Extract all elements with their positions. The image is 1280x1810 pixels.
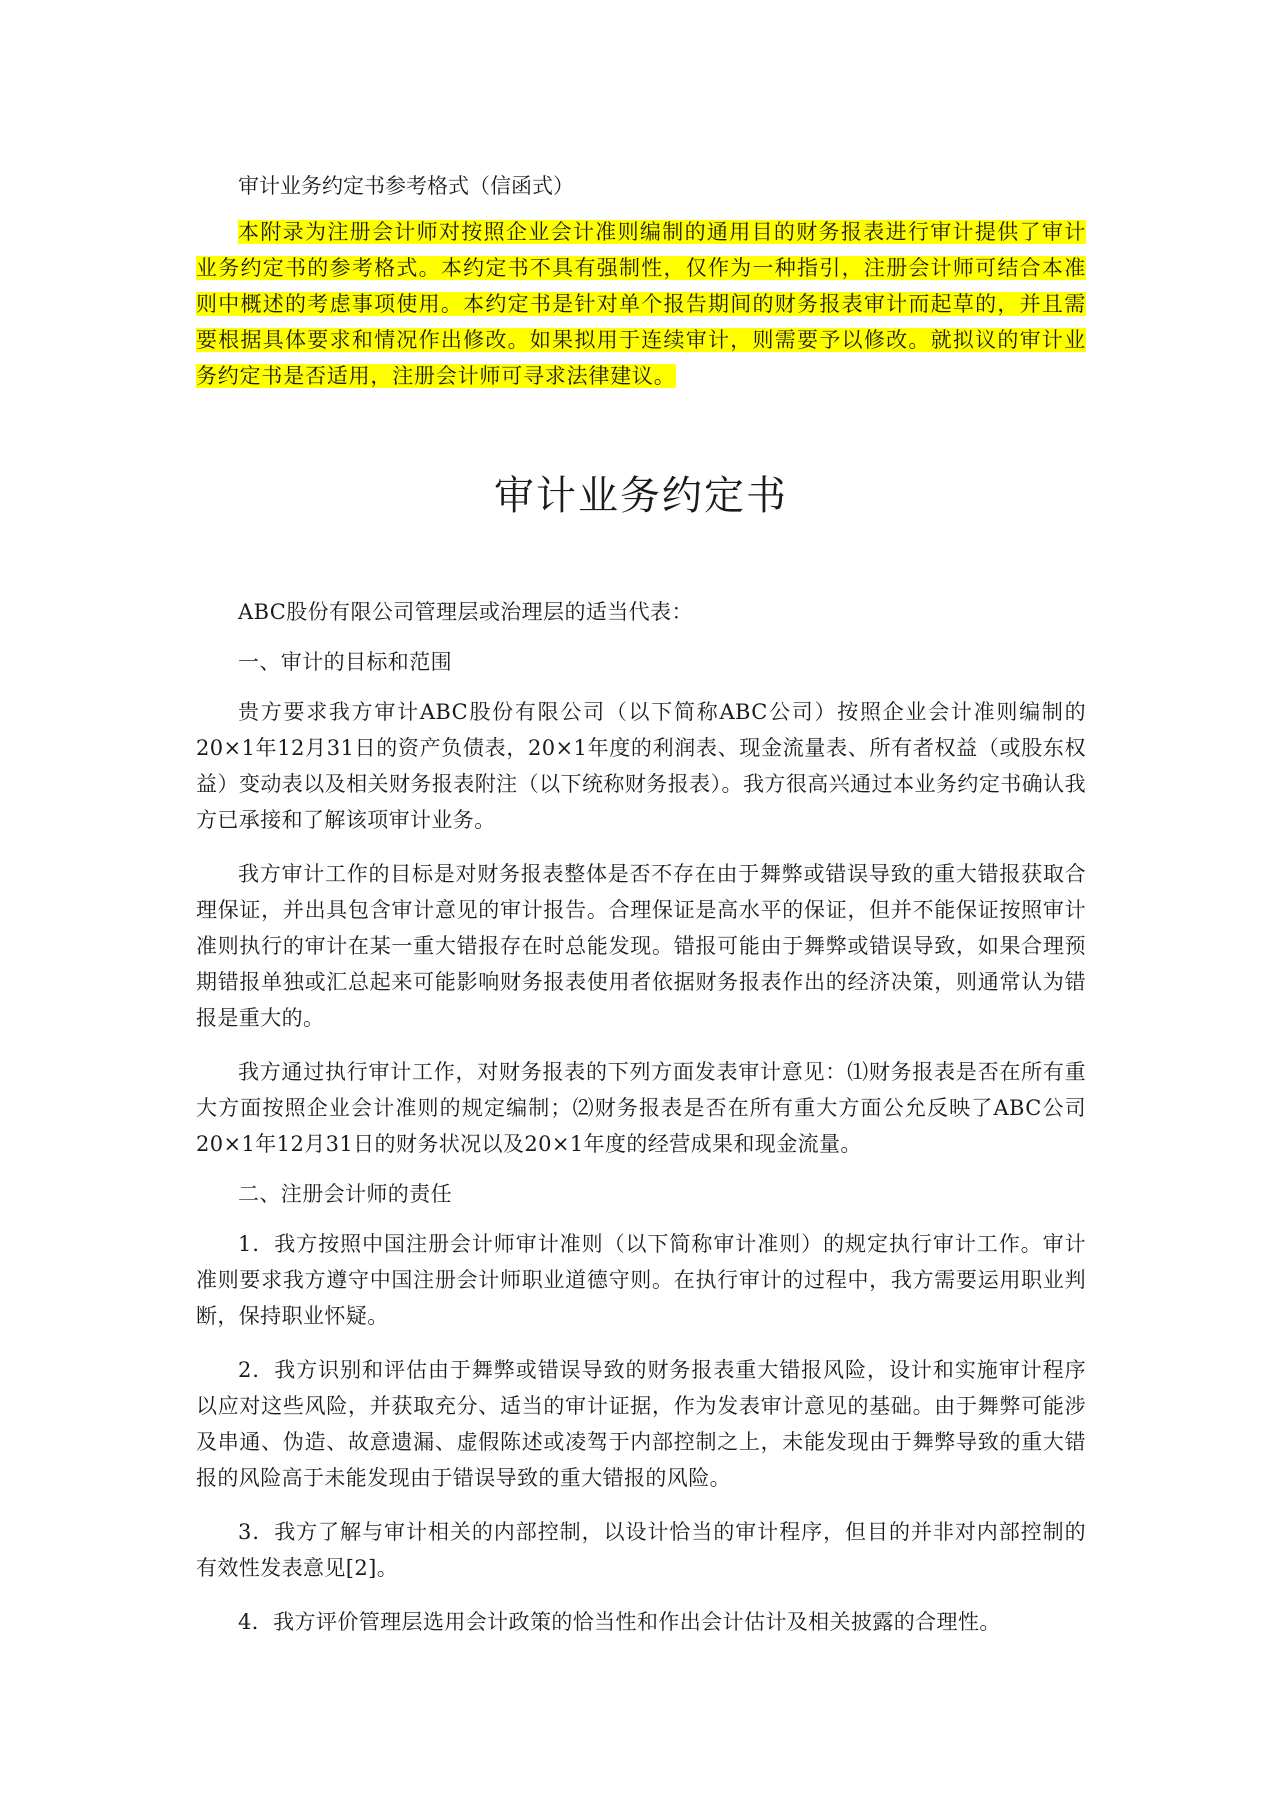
section1-paragraph-1: 贵方要求我方审计ABC股份有限公司（以下简称ABC公司）按照企业会计准则编制的20×1年12月31日的资产负债表，20×1年度的利润表、现金流量表、所有者权益（或股东权益）变动表以及相关财务报表附注（以下统称财务报表）。我方很高兴通过本业务约定书确认我方已承接和了解该项审计业务。 <box>196 700 1086 832</box>
responsibility-item-4: 4．我方评价管理层选用会计政策的恰当性和作出会计估计及相关披露的合理性。 <box>238 1610 1001 1634</box>
salutation: ABC股份有限公司管理层或治理层的适当代表： <box>238 600 693 624</box>
document-page <box>196 168 1086 1640</box>
appendix-subtitle: 审计业务约定书参考格式（信函式） <box>238 174 574 198</box>
section-heading-responsibilities: 二、注册会计师的责任 <box>238 1182 452 1206</box>
section-heading-objectives: 一、审计的目标和范围 <box>238 650 452 674</box>
intro-paragraph <box>196 214 1086 394</box>
responsibility-item-3: 3．我方了解与审计相关的内部控制，以设计恰当的审计程序，但目的并非对内部控制的有效性发表意见[2]。 <box>196 1520 1086 1580</box>
section1-paragraph-3: 我方通过执行审计工作，对财务报表的下列方面发表审计意见：⑴财务报表是否在所有重大方面按照企业会计准则的规定编制；⑵财务报表是否在所有重大方面公允反映了ABC公司20×1年12月31日的财务状况以及20×1年度的经营成果和现金流量。 <box>196 1060 1086 1156</box>
highlighted-intro-text: 本附录为注册会计师对按照企业会计准则编制的通用目的财务报表进行审计提供了审计业务约定书的参考格式。本约定书不具有强制性，仅作为一种指引，注册会计师可结合本准则中概述的考虑事项使用。本约定书是针对单个报告期间的财务报表审计而起草的，并且需要根据具体要求和情况作出修改。如果拟用于连续审计，则需要予以修改。就拟议的审计业务约定书是否适用，注册会计师可寻求法律建议。 <box>196 220 1086 388</box>
section1-paragraph-2: 我方审计工作的目标是对财务报表整体是否不存在由于舞弊或错误导致的重大错报获取合理保证，并出具包含审计意见的审计报告。合理保证是高水平的保证，但并不能保证按照审计准则执行的审计在某一重大错报存在时总能发现。错报可能由于舞弊或错误导致，如果合理预期错报单独或汇总起来可能影响财务报表使用者依据财务报表作出的经济决策，则通常认为错报是重大的。 <box>196 862 1086 1030</box>
responsibility-item-1: 1．我方按照中国注册会计师审计准则（以下简称审计准则）的规定执行审计工作。审计准则要求我方遵守中国注册会计师职业道德守则。在执行审计的过程中，我方需要运用职业判断，保持职业怀疑。 <box>196 1232 1086 1328</box>
responsibility-item-2: 2．我方识别和评估由于舞弊或错误导致的财务报表重大错报风险，设计和实施审计程序以应对这些风险，并获取充分、适当的审计证据，作为发表审计意见的基础。由于舞弊可能涉及串通、伪造、故意遗漏、虚假陈述或凌驾于内部控制之上，未能发现由于舞弊导致的重大错报的风险高于未能发现由于错误导致的重大错报的风险。 <box>196 1358 1086 1490</box>
document-title: 审计业务约定书 <box>494 473 788 519</box>
